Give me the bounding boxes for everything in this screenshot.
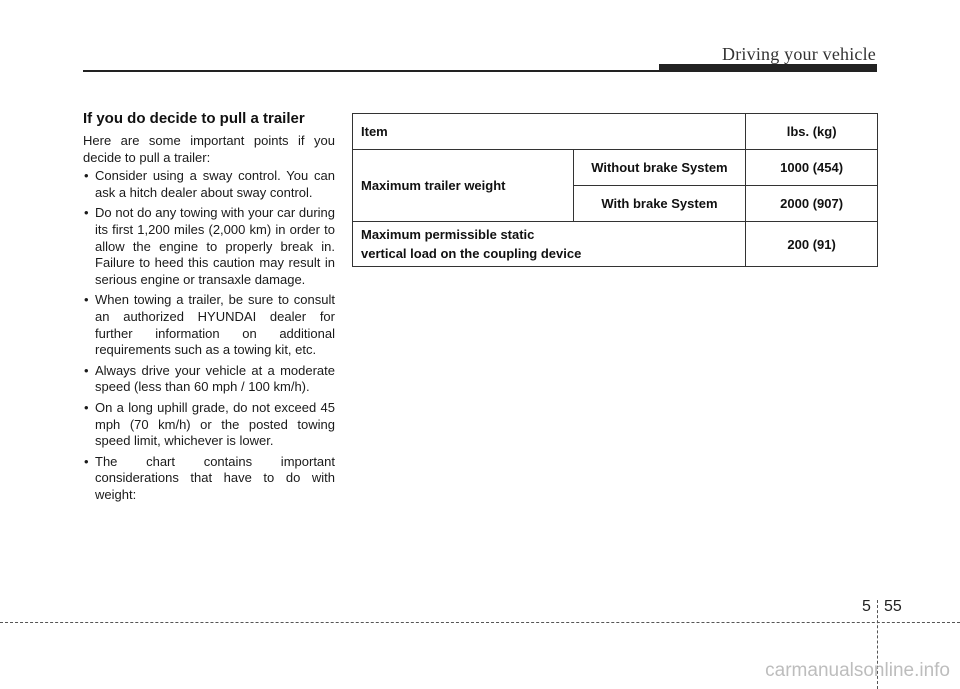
bullet-text: Always drive your vehicle at a moderate speed (less than 60 mph / 100 km/h). xyxy=(95,362,335,395)
bullet-text: Consider using a sway control. You can ask a hitch dealer about sway control. xyxy=(95,168,335,200)
bullet-text: When towing a trailer, be sure to consult an authorized HYUNDAI dealer for further information on additional requirements such as a towing kit, etc. xyxy=(95,292,335,358)
header-rule xyxy=(83,70,659,72)
table-header-row xyxy=(353,114,878,150)
list-item xyxy=(83,454,335,504)
bullet-icon: • xyxy=(84,399,89,415)
list-item xyxy=(83,292,335,358)
bullet-text: The chart contains important considerations that have to do with weight: xyxy=(95,453,335,502)
bullet-text: On a long uphill grade, do not exceed 45 mph (70 km/h) or the posted towing speed limit, whichever is lower. xyxy=(95,399,335,449)
list-item xyxy=(83,205,335,288)
running-header-title: Driving your vehicle xyxy=(722,44,876,64)
intro-paragraph: Here are some important points if you decide to pull a trailer: xyxy=(83,133,335,165)
bullet-icon: • xyxy=(84,205,89,221)
with-brake-label: With brake System xyxy=(573,186,746,222)
bullet-icon: • xyxy=(84,453,89,469)
header-item-cell: Item xyxy=(353,114,746,150)
static-load-label xyxy=(353,222,746,267)
list-item xyxy=(83,168,335,201)
without-brake-label: Without brake System xyxy=(573,150,746,186)
chapter-number: 5 xyxy=(862,598,871,615)
header-unit-cell: lbs. (kg) xyxy=(746,114,878,150)
footer-rule xyxy=(0,622,960,623)
section-heading: If you do decide to pull a trailer xyxy=(83,110,305,127)
without-brake-value: 1000 (454) xyxy=(746,150,878,186)
with-brake-value: 2000 (907) xyxy=(746,186,878,222)
static-load-value: 200 (91) xyxy=(746,222,878,267)
max-trailer-weight-label: Maximum trailer weight xyxy=(353,150,574,222)
trailer-section xyxy=(83,110,335,507)
bullet-icon: • xyxy=(84,168,89,184)
list-item xyxy=(83,400,335,450)
table-row xyxy=(353,150,878,186)
static-load-line-1: Maximum permissible static xyxy=(361,227,535,242)
bullet-icon: • xyxy=(84,292,89,308)
list-item xyxy=(83,363,335,396)
bullet-text: Do not do any towing with your car during its first 1,200 miles (2,000 km) in order to allow the engine to properly break in. Failure to heed this caution may result in serious engine or transaxle damage. xyxy=(95,205,335,287)
bullet-icon: • xyxy=(84,362,89,378)
bullet-list xyxy=(83,168,335,503)
watermark: carmanualsonline.info xyxy=(765,660,950,681)
static-load-line-2: vertical load on the coupling device xyxy=(361,246,582,261)
table-row xyxy=(353,222,878,267)
trailer-weight-table xyxy=(352,113,878,267)
header-bar xyxy=(659,64,877,72)
page-number: 55 xyxy=(884,598,902,615)
